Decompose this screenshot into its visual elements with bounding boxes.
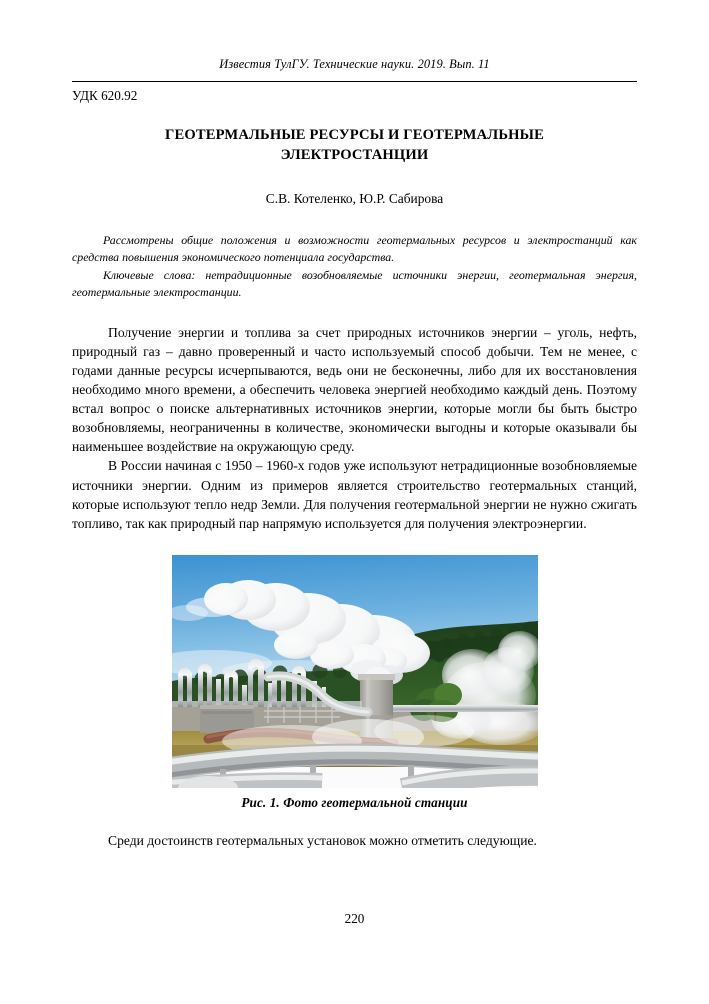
article-title [72, 126, 637, 165]
body-text-before-figure [72, 323, 637, 533]
article-title-line-1: ГЕОТЕРМАЛЬНЫЕ РЕСУРСЫ И ГЕОТЕРМАЛЬНЫЕ [165, 127, 544, 144]
figure-caption: Рис. 1. Фото геотермальной станции [241, 794, 468, 810]
author-list: С.В. Котеленко, Ю.Р. Сабирова [265, 191, 444, 207]
page-content [72, 0, 637, 850]
page-number: 220 [344, 911, 365, 926]
abstract-block [72, 232, 637, 301]
article-title-line-2: ЭЛЕКТРОСТАНЦИИ [280, 146, 429, 163]
running-head: Известия ТулГУ. Технические науки. 2019. Вып. 11 [219, 57, 490, 71]
body-paragraph-1: Получение энергии и топлива за счет природных источников энергии – уголь, нефть, природный газ – давно проверенный и часто используемый способ добычи. Тем не менее, с годами данные ресурсы исчерпываются, ведь они не бесконечны, либо для их восстановления необходимо много времени, а обеспечить человека энергией необходимо каждый день. Поэтому встал вопрос о поиске альтернативных источников энергии, которые могли бы быть быстро возобновляемы, неограниченны в количестве, экономически выгодны и которые оказывали бы наименьшее воздействие на окружающую среду. [72, 324, 637, 455]
abstract-keywords: Ключевые слова: нетрадиционные возобновляемые источники энергии, геотермальная энергия, геотермальные электростанции. [72, 268, 637, 299]
figure-1 [72, 555, 637, 811]
body-text-after-figure [72, 831, 637, 850]
geothermal-plant-photo [172, 555, 538, 788]
geothermal-plant-illustration [172, 555, 538, 788]
abstract-summary: Рассмотрены общие положения и возможности геотермальных ресурсов и электростанций как средства повышения экономического потенциала государства. [72, 233, 637, 265]
body-paragraph-2: В России начиная с 1950 – 1960-х годов уже используют нетрадиционные возобновляемые источники энергии. Одним из примеров является строительство геотермальных станций, которые используют тепло недр Земли. Для получения геотермальной энергии не нужно сжигать топливо, так как природный пар напрямую используется для получения электроэнергии. [72, 458, 637, 531]
udk-code: УДК 620.92 [72, 87, 138, 103]
header-divider [72, 81, 637, 82]
body-paragraph-3: Среди достоинств геотермальных установок можно отметить следующие. [108, 832, 537, 848]
